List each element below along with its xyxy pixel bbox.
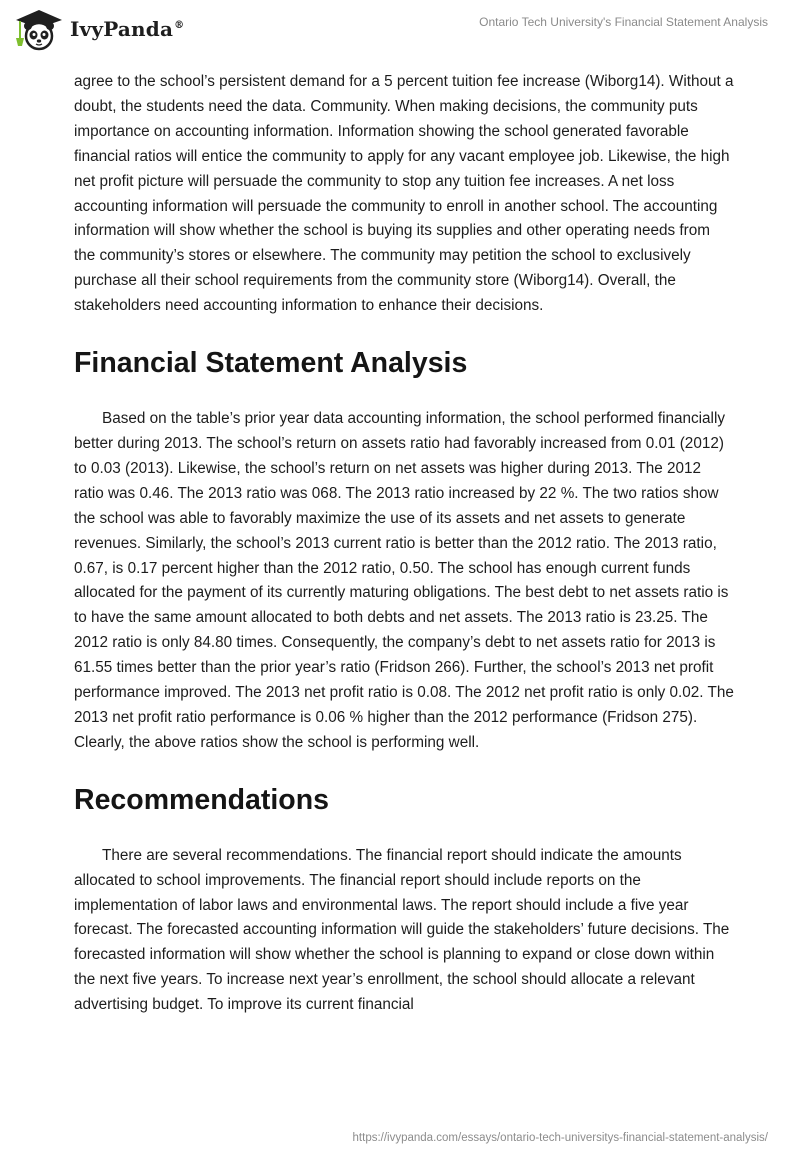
ivypanda-logo[interactable] bbox=[12, 6, 184, 52]
registered-mark: ® bbox=[174, 20, 185, 32]
intro-paragraph: agree to the school’s persistent demand for a 5 percent tuition fee increase (Wiborg14). Without a doubt, the students need the data. Community. When making decisions, the community puts importance on accounting information. Information showing the school generated favorable financial ratios will entice the community to apply for any vacant employee job. Likewise, the high net profit picture will persuade the community to stop any tuition fee increases. A net loss accounting information will persuade the community to enroll in another school. The accounting information will show whether the school is buying its supplies and other operating needs from the community’s stores or elsewhere. The community may petition the school to exclusively purchase all their school requirements from the community store (Wiborg14). Overall, the stakeholders need accounting information to enhance their decisions. bbox=[74, 73, 734, 315]
source-url[interactable]: https://ivypanda.com/essays/ontario-tech-universitys-financial-statement-analysis/ bbox=[352, 1132, 768, 1144]
section-heading-recommendations: Recommendations bbox=[74, 783, 329, 816]
document-title: Ontario Tech University's Financial Statement Analysis bbox=[479, 15, 768, 29]
logo-wordmark: IvyPanda® bbox=[70, 17, 185, 41]
panda-graduate-icon bbox=[12, 6, 64, 52]
page-header bbox=[0, 0, 800, 64]
financial-analysis-paragraph: Based on the table’s prior year data accounting information, the school performed financially better during 2013. The school’s return on assets ratio had favorably increased from 0.01 (2012) to 0.03 (2013). Likewise, the school’s return on net assets was higher during 2013. The 2012 ratio was 0.46. The 2013 ratio was 068. The 2013 ratio increased by 22 %. The two ratios show the school was able to favorably maximize the use of its assets and net assets to generate revenues. Similarly, the school’s 2013 current ratio is better than the 2012 ratio. The 2013 ratio, 0.67, is 0.17 percent higher than the 2012 ratio, 0.50. The school has enough current funds allocated for the payment of its currently maturing obligations. The best debt to net assets ratio is to have the same amount allocated to both debts and net assets. The 2013 ratio is 23.25. The 2012 ratio is only 84.80 times. Consequently, the company’s debt to net assets ratio for 2013 is 61.55 times better than the prior year’s ratio (Fridson 266). Further, the school’s 2013 net profit performance improved. The 2013 net profit ratio is 0.08. The 2012 net profit ratio is only 0.02. The 2013 net profit ratio performance is 0.06 % higher than the 2012 performance (Fridson 275). Clearly, the above ratios show the school is performing well. bbox=[74, 410, 734, 751]
article-body bbox=[74, 70, 734, 1018]
section-heading-financial-statement-analysis: Financial Statement Analysis bbox=[74, 347, 468, 380]
recommendations-paragraph: There are several recommendations. The financial report should indicate the amounts allocated to school improvements. The financial report should include reports on the implementation of labor laws and environmental laws. The report should include a five year forecast. The forecasted accounting information will guide the stakeholders’ future decisions. The forecasted information will show whether the school is planning to expand or close down within the next five years. To increase next year’s enrollment, the school should allocate a relevant advertising budget. To improve its current financial bbox=[74, 846, 730, 1014]
